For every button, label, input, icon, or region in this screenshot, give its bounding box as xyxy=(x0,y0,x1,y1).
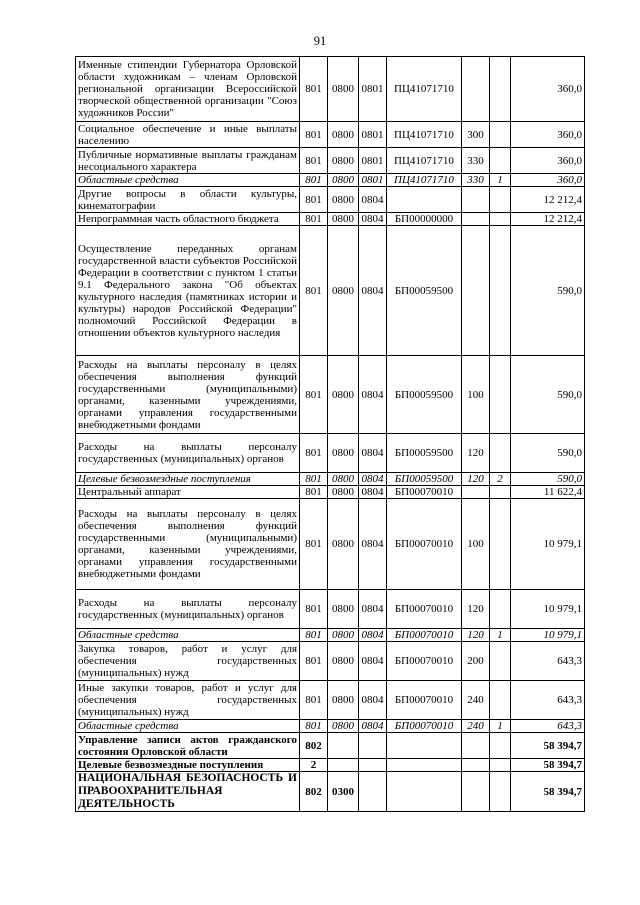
amount-cell: 590,0 xyxy=(511,434,585,473)
section-code-cell: 0800 xyxy=(328,226,359,356)
grbs-code-cell: 801 xyxy=(300,187,328,213)
grbs-code-cell: 801 xyxy=(300,499,328,590)
row-name-cell: Публичные нормативные выплаты гражданам несоциального характера xyxy=(76,148,300,174)
funding-source-code-cell xyxy=(490,486,511,499)
amount-cell: 10 979,1 xyxy=(511,590,585,629)
row-name-cell: Целевые безвозмездные поступления xyxy=(76,759,300,772)
section-code-cell: 0800 xyxy=(328,213,359,226)
amount-cell: 360,0 xyxy=(511,57,585,122)
subsection-code-cell: 0804 xyxy=(359,226,387,356)
target-article-code-cell xyxy=(387,187,462,213)
row-name-cell: Расходы на выплаты персоналу в целях обеспечения выполнения функций государственными (муниципальными) органами, казенными учреждениями, органами управления государственными внебюджетными фондами xyxy=(76,499,300,590)
expense-type-code-cell: 120 xyxy=(462,629,490,642)
section-code-cell xyxy=(328,733,359,759)
table-row xyxy=(76,174,585,187)
funding-source-code-cell xyxy=(490,356,511,434)
table-row xyxy=(76,187,585,213)
row-name-cell: Областные средства xyxy=(76,720,300,733)
row-name-cell: Социальное обеспечение и иные выплаты населению xyxy=(76,122,300,148)
row-name-cell: Именные стипендии Губернатора Орловской области художникам – членам Орловской региональной организации Всероссийской творческой общественной организации "Союз художников России" xyxy=(76,57,300,122)
amount-cell: 590,0 xyxy=(511,226,585,356)
target-article-code-cell: БП00059500 xyxy=(387,473,462,486)
grbs-code-cell: 801 xyxy=(300,213,328,226)
subsection-code-cell: 0804 xyxy=(359,356,387,434)
table-row xyxy=(76,226,585,356)
section-code-cell xyxy=(328,759,359,772)
funding-source-code-cell xyxy=(490,187,511,213)
row-name-cell: Управление записи актов гражданского состояния Орловской области xyxy=(76,733,300,759)
grbs-code-cell: 801 xyxy=(300,720,328,733)
row-name-cell: Областные средства xyxy=(76,174,300,187)
target-article-code-cell: БП00000000 xyxy=(387,213,462,226)
expense-type-code-cell: 100 xyxy=(462,499,490,590)
grbs-code-cell: 801 xyxy=(300,590,328,629)
amount-cell: 590,0 xyxy=(511,473,585,486)
target-article-code-cell: БП00070010 xyxy=(387,590,462,629)
table-row xyxy=(76,148,585,174)
subsection-code-cell xyxy=(359,772,387,812)
funding-source-code-cell xyxy=(490,642,511,681)
grbs-code-cell: 801 xyxy=(300,473,328,486)
table-row xyxy=(76,681,585,720)
target-article-code-cell xyxy=(387,733,462,759)
amount-cell: 643,3 xyxy=(511,642,585,681)
expense-type-code-cell xyxy=(462,759,490,772)
subsection-code-cell: 0801 xyxy=(359,148,387,174)
amount-cell: 360,0 xyxy=(511,122,585,148)
section-code-cell: 0800 xyxy=(328,499,359,590)
target-article-code-cell: БП00070010 xyxy=(387,681,462,720)
expense-type-code-cell: 100 xyxy=(462,356,490,434)
grbs-code-cell: 801 xyxy=(300,226,328,356)
amount-cell: 590,0 xyxy=(511,356,585,434)
target-article-code-cell: БП00070010 xyxy=(387,499,462,590)
grbs-code-cell: 801 xyxy=(300,122,328,148)
subsection-code-cell: 0804 xyxy=(359,486,387,499)
amount-cell: 12 212,4 xyxy=(511,187,585,213)
table-row xyxy=(76,720,585,733)
subsection-code-cell: 0801 xyxy=(359,57,387,122)
funding-source-code-cell xyxy=(490,122,511,148)
funding-source-code-cell xyxy=(490,499,511,590)
target-article-code-cell: БП00070010 xyxy=(387,629,462,642)
subsection-code-cell: 0801 xyxy=(359,174,387,187)
expense-type-code-cell: 200 xyxy=(462,642,490,681)
section-code-cell: 0800 xyxy=(328,356,359,434)
subsection-code-cell: 0804 xyxy=(359,434,387,473)
grbs-code-cell: 801 xyxy=(300,642,328,681)
section-code-cell: 0300 xyxy=(328,772,359,812)
expense-type-code-cell xyxy=(462,57,490,122)
row-name-cell: НАЦИОНАЛЬНАЯ БЕЗОПАСНОСТЬ И ПРАВООХРАНИТЕЛЬНАЯ ДЕЯТЕЛЬНОСТЬ xyxy=(76,772,300,812)
table-row xyxy=(76,57,585,122)
row-name-cell: Расходы на выплаты персоналу в целях обеспечения выполнения функций государственными (муниципальными) органами, казенными учреждениями, органами управления государственными внебюджетными фондами xyxy=(76,356,300,434)
target-article-code-cell: ПЦ41071710 xyxy=(387,148,462,174)
expense-type-code-cell xyxy=(462,213,490,226)
funding-source-code-cell xyxy=(490,148,511,174)
table-row xyxy=(76,590,585,629)
expense-type-code-cell: 300 xyxy=(462,122,490,148)
amount-cell: 58 394,7 xyxy=(511,759,585,772)
funding-source-code-cell xyxy=(490,226,511,356)
grbs-code-cell: 801 xyxy=(300,57,328,122)
row-name-cell: Закупка товаров, работ и услуг для обеспечения государственных (муниципальных) нужд xyxy=(76,642,300,681)
amount-cell: 360,0 xyxy=(511,174,585,187)
section-code-cell: 0800 xyxy=(328,122,359,148)
amount-cell: 360,0 xyxy=(511,148,585,174)
amount-cell: 10 979,1 xyxy=(511,629,585,642)
expense-type-code-cell: 120 xyxy=(462,473,490,486)
amount-cell: 10 979,1 xyxy=(511,499,585,590)
target-article-code-cell xyxy=(387,759,462,772)
table-row xyxy=(76,213,585,226)
funding-source-code-cell xyxy=(490,434,511,473)
subsection-code-cell xyxy=(359,759,387,772)
subsection-code-cell: 0801 xyxy=(359,122,387,148)
grbs-code-cell: 801 xyxy=(300,629,328,642)
subsection-code-cell: 0804 xyxy=(359,642,387,681)
funding-source-code-cell xyxy=(490,213,511,226)
funding-source-code-cell xyxy=(490,590,511,629)
expense-type-code-cell xyxy=(462,733,490,759)
table-row xyxy=(76,486,585,499)
row-name-cell: Другие вопросы в области культуры, кинематографии xyxy=(76,187,300,213)
subsection-code-cell: 0804 xyxy=(359,681,387,720)
expense-type-code-cell: 240 xyxy=(462,681,490,720)
table-row xyxy=(76,733,585,759)
subsection-code-cell: 0804 xyxy=(359,499,387,590)
subsection-code-cell: 0804 xyxy=(359,590,387,629)
grbs-code-cell: 801 xyxy=(300,148,328,174)
subsection-code-cell: 0804 xyxy=(359,213,387,226)
subsection-code-cell: 0804 xyxy=(359,629,387,642)
budget-table-body xyxy=(76,57,585,812)
grbs-code-cell: 802 xyxy=(300,733,328,759)
table-row xyxy=(76,434,585,473)
expense-type-code-cell: 330 xyxy=(462,148,490,174)
grbs-code-cell: 801 xyxy=(300,174,328,187)
grbs-code-cell: 801 xyxy=(300,486,328,499)
amount-cell: 11 622,4 xyxy=(511,486,585,499)
row-name-cell: Расходы на выплаты персоналу государственных (муниципальных) органов xyxy=(76,434,300,473)
funding-source-code-cell: 1 xyxy=(490,720,511,733)
grbs-code-cell: 801 xyxy=(300,356,328,434)
table-row xyxy=(76,122,585,148)
table-row xyxy=(76,759,585,772)
target-article-code-cell: ПЦ41071710 xyxy=(387,57,462,122)
table-row xyxy=(76,772,585,812)
grbs-code-cell: 801 xyxy=(300,681,328,720)
section-code-cell: 0800 xyxy=(328,629,359,642)
target-article-code-cell: БП00059500 xyxy=(387,356,462,434)
row-name-cell: Иные закупки товаров, работ и услуг для обеспечения государственных (муниципальных) нужд xyxy=(76,681,300,720)
expense-type-code-cell xyxy=(462,486,490,499)
section-code-cell: 0800 xyxy=(328,174,359,187)
expense-type-code-cell xyxy=(462,772,490,812)
expense-type-code-cell: 330 xyxy=(462,174,490,187)
amount-cell: 12 212,4 xyxy=(511,213,585,226)
row-name-cell: Центральный аппарат xyxy=(76,486,300,499)
target-article-code-cell: БП00059500 xyxy=(387,434,462,473)
expense-type-code-cell: 240 xyxy=(462,720,490,733)
funding-source-code-cell: 2 xyxy=(490,473,511,486)
target-article-code-cell: ПЦ41071710 xyxy=(387,122,462,148)
target-article-code-cell: БП00070010 xyxy=(387,720,462,733)
expense-type-code-cell: 120 xyxy=(462,434,490,473)
subsection-code-cell: 0804 xyxy=(359,187,387,213)
row-name-cell: Осуществление переданных органам государственной власти субъектов Российской Федерации в соответствии с пунктом 1 статьи 9.1 Федерального закона "Об объектах культурного наследия (памятниках истории и культуры) народов Российской Федерации" полномочий Российской Федерации в отношении объектов культурного наследия xyxy=(76,226,300,356)
expense-type-code-cell xyxy=(462,226,490,356)
target-article-code-cell: БП00070010 xyxy=(387,642,462,681)
funding-source-code-cell xyxy=(490,759,511,772)
target-article-code-cell: ПЦ41071710 xyxy=(387,174,462,187)
table-row xyxy=(76,499,585,590)
funding-source-code-cell: 1 xyxy=(490,629,511,642)
section-code-cell: 0800 xyxy=(328,148,359,174)
section-code-cell: 0800 xyxy=(328,590,359,629)
section-code-cell: 0800 xyxy=(328,434,359,473)
section-code-cell: 0800 xyxy=(328,720,359,733)
subsection-code-cell xyxy=(359,733,387,759)
amount-cell: 643,3 xyxy=(511,681,585,720)
grbs-code-cell: 802 xyxy=(300,772,328,812)
table-row xyxy=(76,642,585,681)
page-number: 91 xyxy=(313,34,327,48)
table-row xyxy=(76,356,585,434)
section-code-cell: 0800 xyxy=(328,486,359,499)
expense-type-code-cell xyxy=(462,187,490,213)
row-name-cell: Расходы на выплаты персоналу государственных (муниципальных) органов xyxy=(76,590,300,629)
amount-cell: 643,3 xyxy=(511,720,585,733)
subsection-code-cell: 0804 xyxy=(359,720,387,733)
section-code-cell: 0800 xyxy=(328,473,359,486)
grbs-code-cell: 2 xyxy=(300,759,328,772)
funding-source-code-cell xyxy=(490,733,511,759)
funding-source-code-cell xyxy=(490,57,511,122)
table-row xyxy=(76,473,585,486)
section-code-cell: 0800 xyxy=(328,57,359,122)
target-article-code-cell: БП00059500 xyxy=(387,226,462,356)
section-code-cell: 0800 xyxy=(328,642,359,681)
section-code-cell: 0800 xyxy=(328,681,359,720)
target-article-code-cell: БП00070010 xyxy=(387,486,462,499)
grbs-code-cell: 801 xyxy=(300,434,328,473)
table-row xyxy=(76,629,585,642)
funding-source-code-cell: 1 xyxy=(490,174,511,187)
subsection-code-cell: 0804 xyxy=(359,473,387,486)
row-name-cell: Целевые безвозмездные поступления xyxy=(76,473,300,486)
target-article-code-cell xyxy=(387,772,462,812)
amount-cell: 58 394,7 xyxy=(511,733,585,759)
funding-source-code-cell xyxy=(490,772,511,812)
row-name-cell: Областные средства xyxy=(76,629,300,642)
expense-type-code-cell: 120 xyxy=(462,590,490,629)
funding-source-code-cell xyxy=(490,681,511,720)
row-name-cell: Непрограммная часть областного бюджета xyxy=(76,213,300,226)
budget-table xyxy=(75,56,585,812)
section-code-cell: 0800 xyxy=(328,187,359,213)
amount-cell: 58 394,7 xyxy=(511,772,585,812)
